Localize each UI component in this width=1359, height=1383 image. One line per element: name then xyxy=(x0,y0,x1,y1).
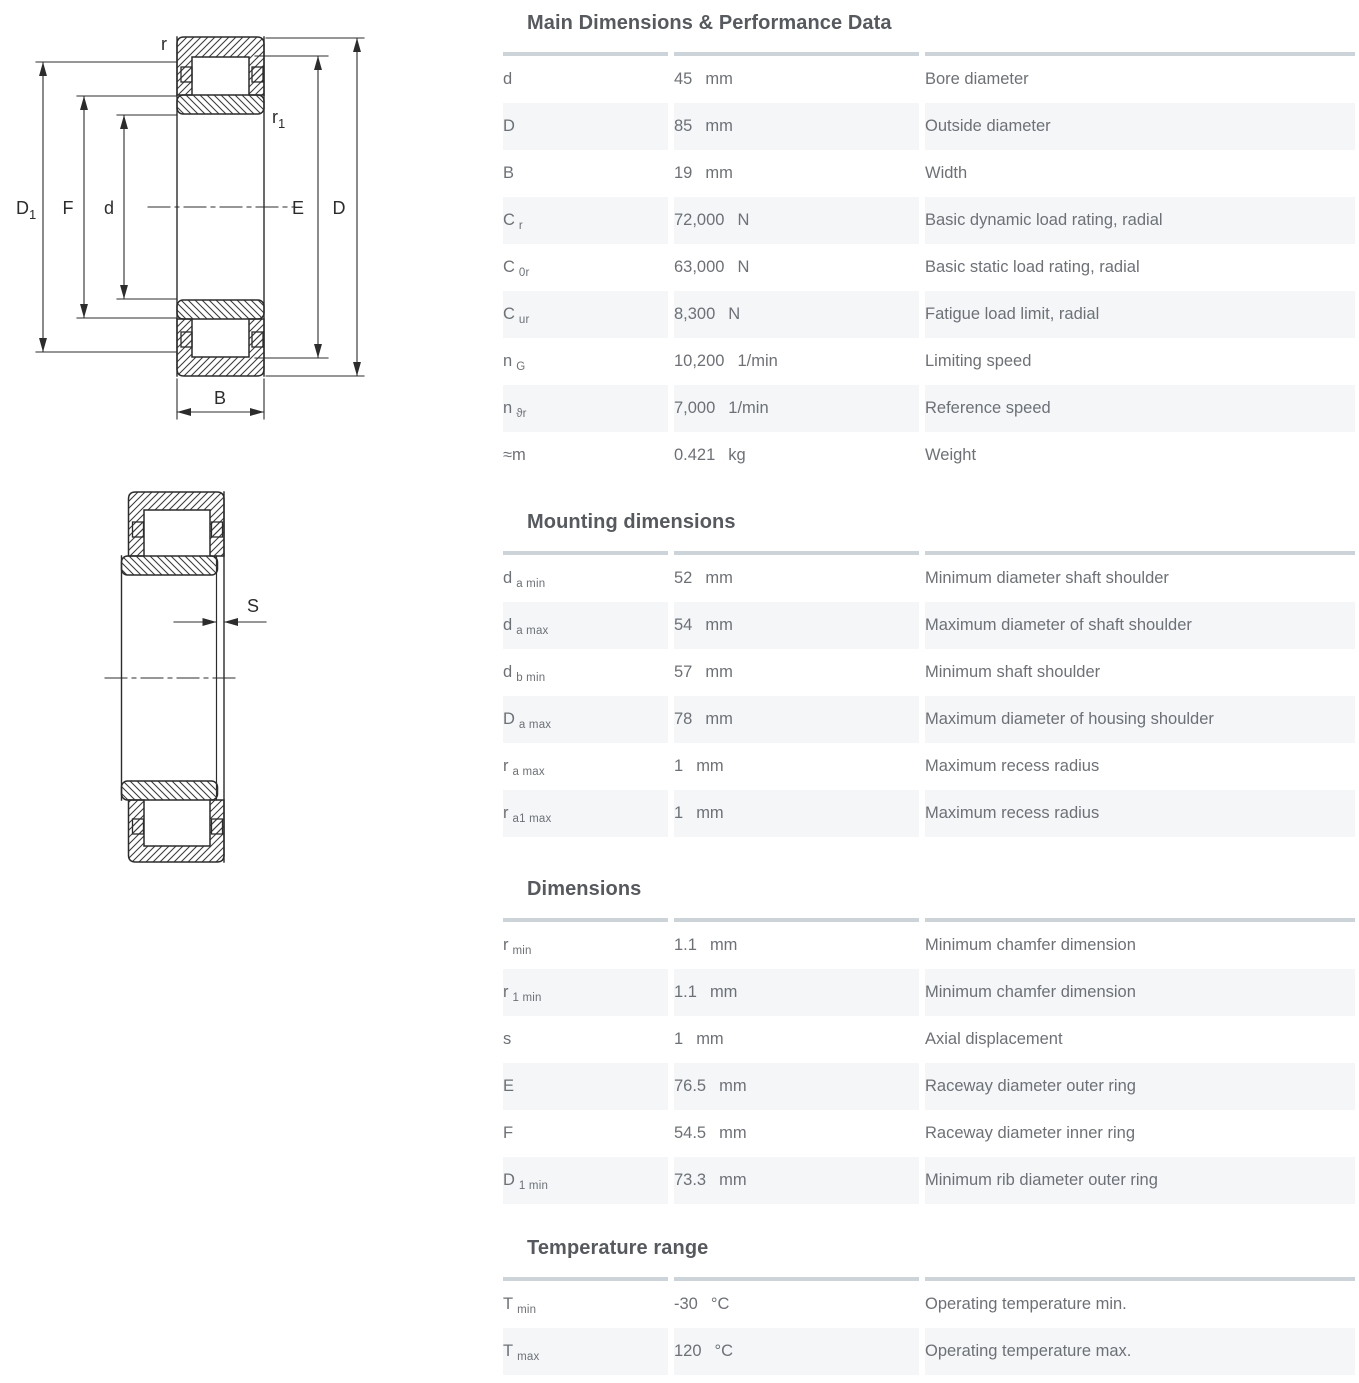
description-cell: Raceway diameter outer ring xyxy=(925,1063,1355,1110)
symbol-cell: B xyxy=(503,150,668,197)
label-B: B xyxy=(213,388,227,408)
symbol-cell: d $_{a max}$ xyxy=(503,602,668,649)
label-D1: $D_1$ xyxy=(16,198,37,222)
table-row xyxy=(503,432,1355,479)
table-row xyxy=(503,1277,1355,1328)
value-cell: 78 mm xyxy=(674,696,919,743)
cage-bottom-right xyxy=(212,819,223,834)
table-row xyxy=(503,551,1355,602)
cage-top-left xyxy=(133,522,144,537)
description-cell: Fatigue load limit, radial xyxy=(925,291,1355,338)
bearing-drawings-svg xyxy=(0,0,480,1000)
axial-displacement-drawing xyxy=(105,492,266,862)
cage-bottom-right xyxy=(252,332,263,347)
inner-ring-bottom xyxy=(122,781,218,800)
value-cell: 19 mm xyxy=(674,150,919,197)
table-row xyxy=(503,338,1355,385)
description-cell: Weight xyxy=(925,432,1355,479)
table-row xyxy=(503,52,1355,103)
description-cell: Basic static load rating, radial xyxy=(925,244,1355,291)
description-cell: Minimum chamfer dimension xyxy=(925,918,1355,969)
cross-section-drawing xyxy=(16,34,364,419)
symbol-cell: r $_{a1 max}$ xyxy=(503,790,668,837)
description-cell: Maximum diameter of housing shoulder xyxy=(925,696,1355,743)
table-row xyxy=(503,1063,1355,1110)
section-dimensions xyxy=(503,878,1359,1204)
symbol-cell: C $_{0r}$ xyxy=(503,244,668,291)
description-cell: Outside diameter xyxy=(925,103,1355,150)
outer-ring-top xyxy=(177,37,264,95)
table-row xyxy=(503,1328,1355,1375)
symbol-cell: ≈m xyxy=(503,432,668,479)
symbol-cell: D xyxy=(503,103,668,150)
section-main-dimensions xyxy=(503,12,1359,479)
value-cell: 85 mm xyxy=(674,103,919,150)
symbol-cell: r $_{min}$ xyxy=(503,918,668,969)
description-cell: Operating temperature min. xyxy=(925,1277,1355,1328)
specification-panel xyxy=(503,0,1359,1375)
description-cell: Maximum diameter of shaft shoulder xyxy=(925,602,1355,649)
cage-bottom-left xyxy=(181,332,192,347)
table-row xyxy=(503,244,1355,291)
table-row xyxy=(503,1110,1355,1157)
inner-ring-top xyxy=(177,95,264,114)
value-cell: 45 mm xyxy=(674,52,919,103)
symbol-cell: T $_{max}$ xyxy=(503,1328,668,1375)
table-row xyxy=(503,602,1355,649)
table-row xyxy=(503,743,1355,790)
description-cell: Reference speed xyxy=(925,385,1355,432)
label-F: F xyxy=(62,198,74,218)
value-cell: 57 mm xyxy=(674,649,919,696)
value-cell: 120 °C xyxy=(674,1328,919,1375)
value-cell: -30 °C xyxy=(674,1277,919,1328)
cage-bottom-left xyxy=(133,819,144,834)
description-cell: Maximum recess radius xyxy=(925,790,1355,837)
symbol-cell: D $_{1 min}$ xyxy=(503,1157,668,1204)
table-row xyxy=(503,918,1355,969)
description-cell: Limiting speed xyxy=(925,338,1355,385)
value-cell: 1 mm xyxy=(674,1016,919,1063)
inner-ring-top xyxy=(122,556,218,575)
symbol-cell: n $_G$ xyxy=(503,338,668,385)
symbol-cell: d $_{b min}$ xyxy=(503,649,668,696)
symbol-cell: E xyxy=(503,1063,668,1110)
value-cell: 76.5 mm xyxy=(674,1063,919,1110)
value-cell: 1 mm xyxy=(674,790,919,837)
technical-drawings xyxy=(0,0,480,1000)
symbol-cell: s xyxy=(503,1016,668,1063)
description-cell: Minimum rib diameter outer ring xyxy=(925,1157,1355,1204)
value-cell: 52 mm xyxy=(674,551,919,602)
table-row xyxy=(503,150,1355,197)
value-cell: 1.1 mm xyxy=(674,969,919,1016)
label-D-outside: D xyxy=(332,198,346,218)
dimension-D xyxy=(266,38,364,376)
symbol-cell: n $_{ϑr}$ xyxy=(503,385,668,432)
description-cell: Minimum diameter shaft shoulder xyxy=(925,551,1355,602)
main-dimensions-table xyxy=(497,52,1359,479)
symbol-cell: D $_{a max}$ xyxy=(503,696,668,743)
label-E: E xyxy=(291,198,305,218)
value-cell: 72,000 N xyxy=(674,197,919,244)
label-S: S xyxy=(246,596,260,616)
value-cell: 10,200 1/min xyxy=(674,338,919,385)
value-cell: 1 mm xyxy=(674,743,919,790)
section-mounting-dimensions xyxy=(503,511,1359,837)
section-title: Temperature range xyxy=(527,1237,709,1259)
label-d: d xyxy=(103,198,115,218)
description-cell: Minimum chamfer dimension xyxy=(925,969,1355,1016)
description-cell: Operating temperature max. xyxy=(925,1328,1355,1375)
description-cell: Basic dynamic load rating, radial xyxy=(925,197,1355,244)
description-cell: Maximum recess radius xyxy=(925,743,1355,790)
description-cell: Width xyxy=(925,150,1355,197)
section-title: Main Dimensions & Performance Data xyxy=(527,12,892,34)
label-r: r xyxy=(161,34,167,54)
mounting-dimensions-table xyxy=(497,551,1359,837)
label-r1: $r_1$ xyxy=(272,107,286,131)
symbol-cell: r $_{1 min}$ xyxy=(503,969,668,1016)
description-cell: Raceway diameter inner ring xyxy=(925,1110,1355,1157)
table-row xyxy=(503,385,1355,432)
value-cell: 0.421 kg xyxy=(674,432,919,479)
section-temperature-range xyxy=(503,1237,1359,1375)
value-cell: 63,000 N xyxy=(674,244,919,291)
section-title: Dimensions xyxy=(527,878,642,900)
value-cell: 54.5 mm xyxy=(674,1110,919,1157)
table-row xyxy=(503,103,1355,150)
symbol-cell: T $_{min}$ xyxy=(503,1277,668,1328)
table-row xyxy=(503,969,1355,1016)
inner-ring-bottom xyxy=(177,300,264,319)
symbol-cell: d $_{a min}$ xyxy=(503,551,668,602)
description-cell: Minimum shaft shoulder xyxy=(925,649,1355,696)
cage-top-left xyxy=(181,67,192,82)
symbol-cell: C $_{ur}$ xyxy=(503,291,668,338)
value-cell: 8,300 N xyxy=(674,291,919,338)
table-row xyxy=(503,197,1355,244)
description-cell: Axial displacement xyxy=(925,1016,1355,1063)
description-cell: Bore diameter xyxy=(925,52,1355,103)
value-cell: 1.1 mm xyxy=(674,918,919,969)
value-cell: 7,000 1/min xyxy=(674,385,919,432)
symbol-cell: C $_r$ xyxy=(503,197,668,244)
symbol-cell: F xyxy=(503,1110,668,1157)
symbol-cell: r $_{a max}$ xyxy=(503,743,668,790)
section-title: Mounting dimensions xyxy=(527,511,736,533)
temperature-range-table xyxy=(497,1277,1359,1375)
value-cell: 54 mm xyxy=(674,602,919,649)
cage-top-right xyxy=(252,67,263,82)
table-row xyxy=(503,649,1355,696)
value-cell: 73.3 mm xyxy=(674,1157,919,1204)
table-row xyxy=(503,790,1355,837)
table-row xyxy=(503,1157,1355,1204)
table-row xyxy=(503,1016,1355,1063)
dimensions-table xyxy=(497,918,1359,1204)
table-row xyxy=(503,291,1355,338)
table-row xyxy=(503,696,1355,743)
symbol-cell: d xyxy=(503,52,668,103)
cage-top-right xyxy=(212,522,223,537)
